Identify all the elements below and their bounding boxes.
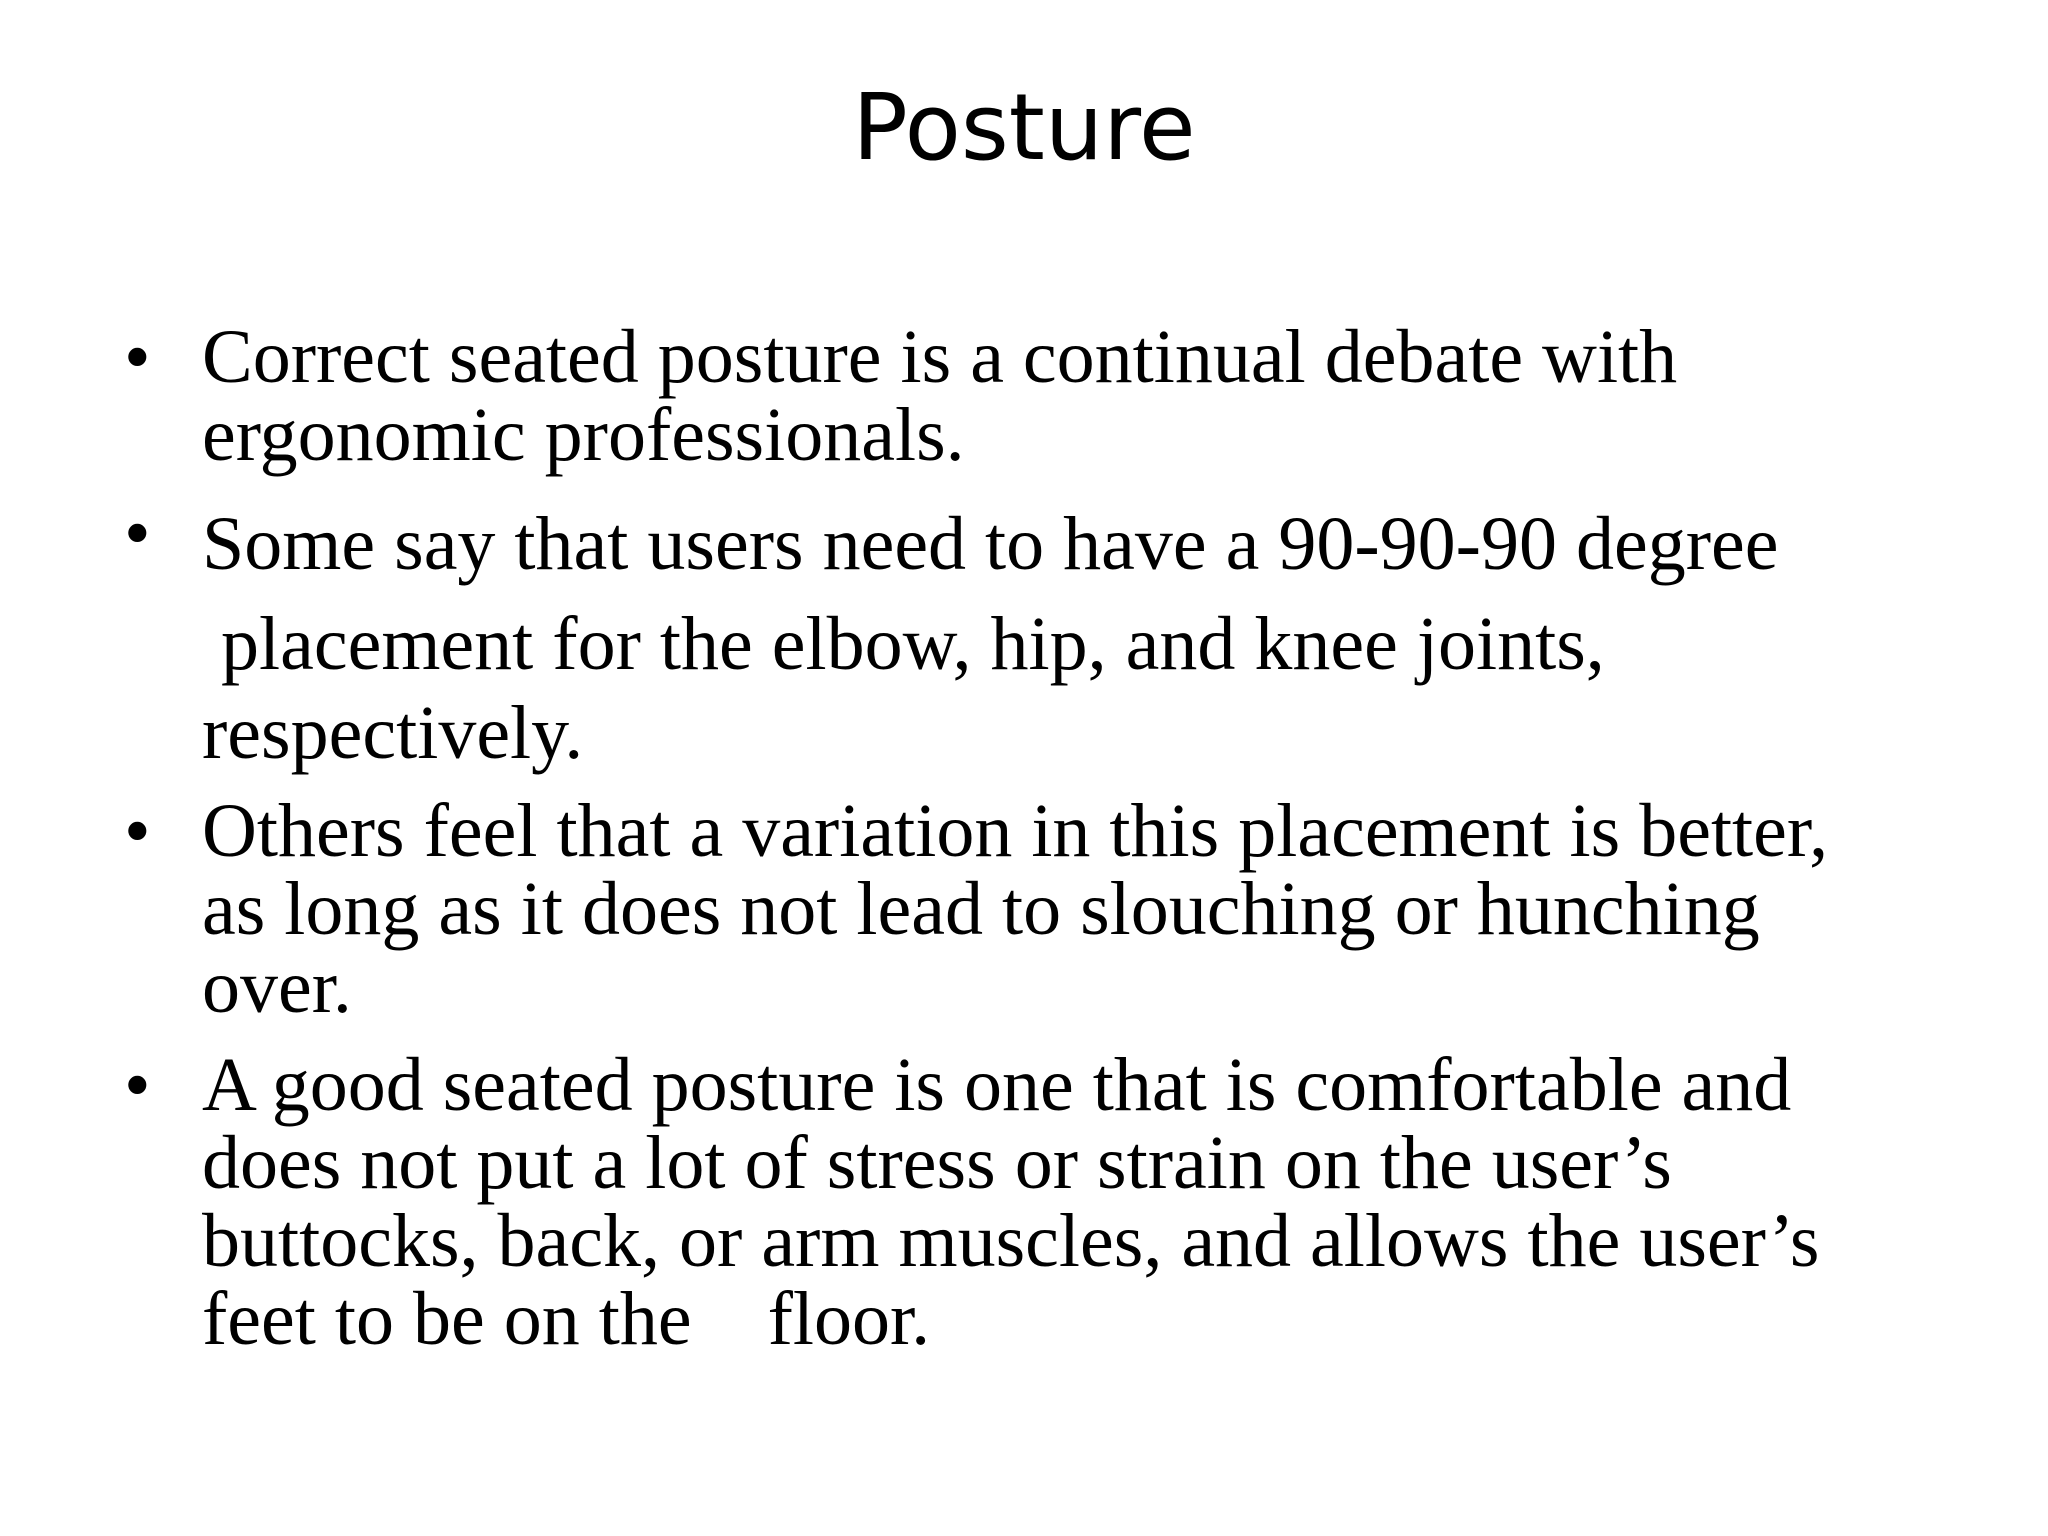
bullet-marker: • — [124, 1043, 151, 1127]
bullet-item — [120, 1043, 1960, 1361]
bullet-text-line: A good seated posture is one that is comfortable and — [202, 1043, 1792, 1127]
bullet-text-line: over. — [202, 945, 352, 1029]
bullet-text-line: Some say that users need to have a 90-90-90 degree — [202, 502, 1779, 586]
bullet-text-line: ergonomic professionals. — [202, 393, 965, 477]
bullet-marker: • — [124, 789, 151, 873]
bullet-item — [120, 315, 1960, 477]
bullet-text-line: buttocks, back, or arm muscles, and allows the user’s — [202, 1199, 1820, 1283]
bullet-item — [120, 491, 1960, 775]
bullet-text-line: Correct seated posture is a continual debate with — [202, 315, 1678, 399]
bullet-text-line: Others feel that a variation in this placement is better, — [202, 789, 1829, 873]
bullet-marker: • — [124, 315, 151, 399]
bullet-text-line: feet to be on the floor. — [202, 1277, 931, 1361]
bullet-text-line: placement for the elbow, hip, and knee joints, — [202, 602, 1605, 686]
bullet-item — [120, 789, 1960, 1029]
bullet-list — [120, 315, 1960, 1378]
bullet-text-line: as long as it does not lead to slouching or hunching — [202, 867, 1760, 951]
bullet-text-line: respectively. — [202, 691, 584, 775]
slide-title: Posture — [852, 74, 1196, 181]
bullet-text-line: does not put a lot of stress or strain on the user’s — [202, 1121, 1672, 1205]
bullet-marker: • — [124, 491, 151, 575]
